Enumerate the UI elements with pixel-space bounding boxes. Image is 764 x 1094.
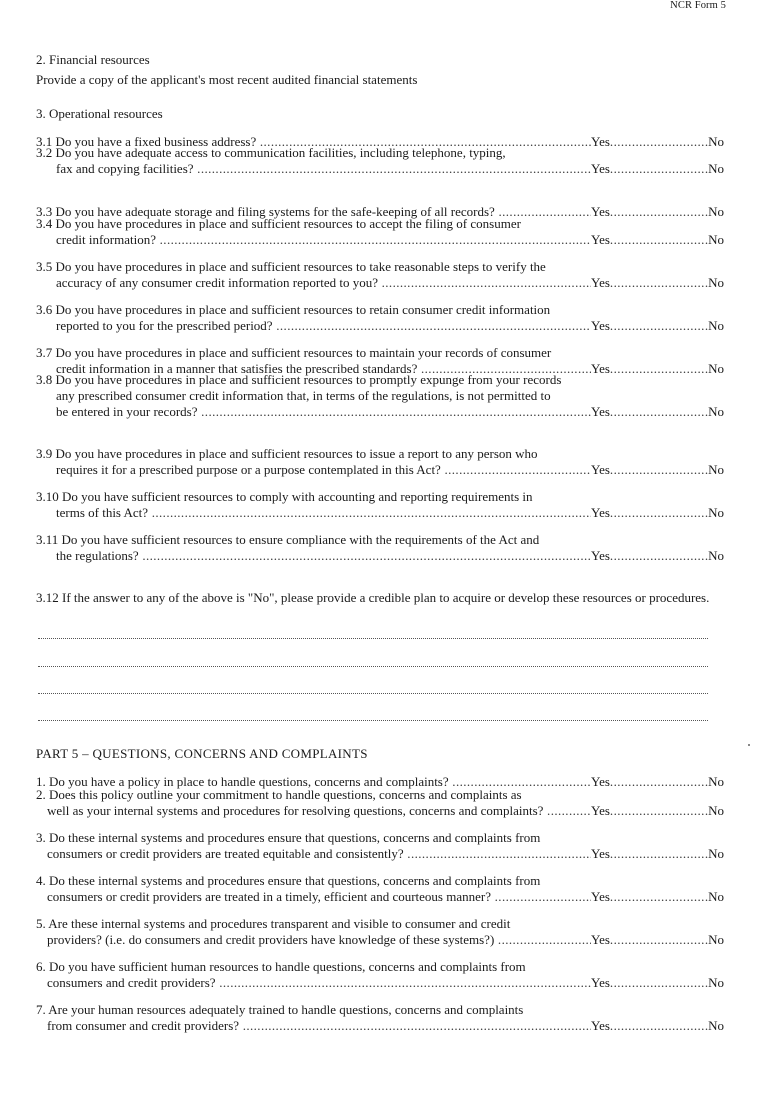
yes-no-choice — [591, 889, 724, 905]
no-option[interactable]: No — [708, 318, 724, 333]
question-text-line: 3.2 Do you have adequate access to communication facilities, including telephone, typing, — [36, 145, 506, 160]
plan-answer-line-3[interactable] — [38, 693, 708, 694]
yes-no-choice — [591, 505, 724, 521]
yes-option[interactable]: Yes — [591, 404, 610, 419]
question-answer-row — [36, 975, 724, 991]
dotted-leader — [610, 404, 708, 420]
part-5-title: PART 5 – QUESTIONS, CONCERNS AND COMPLAINTS — [36, 746, 368, 761]
yes-option[interactable]: Yes — [591, 889, 610, 904]
yes-no-choice — [591, 548, 724, 564]
question-answer-row — [36, 505, 724, 521]
no-option[interactable]: No — [708, 803, 724, 818]
question-3-6 — [36, 302, 724, 334]
yes-option[interactable]: Yes — [591, 361, 610, 376]
yes-option[interactable]: Yes — [591, 204, 610, 219]
yes-no-choice — [591, 275, 724, 291]
dotted-leader — [610, 462, 708, 478]
dotted-leader — [610, 932, 708, 948]
dotted-leader — [610, 232, 708, 248]
question-5 — [36, 916, 724, 948]
dotted-leader — [610, 275, 708, 291]
question-text-line: 3.7 Do you have procedures in place and sufficient resources to maintain your records of consumer — [36, 345, 552, 360]
question-text-line: 3.1 Do you have a fixed business address? ..... — [36, 134, 591, 150]
question-text-line: consumers or credit providers are treated in a timely, efficient and courteous manner? ..... — [47, 889, 591, 905]
question-4 — [36, 873, 724, 905]
question-text-line: 3.11 Do you have sufficient resources to ensure compliance with the requirements of the Act and — [36, 532, 540, 547]
question-text-line: consumers and credit providers? ..... — [47, 975, 591, 991]
section-3-title: 3. Operational resources — [36, 106, 163, 121]
dotted-leader — [610, 1018, 708, 1034]
yes-option[interactable]: Yes — [591, 803, 610, 818]
yes-no-choice — [591, 318, 724, 334]
question-text-line: 1. Do you have a policy in place to handle questions, concerns and complaints? ..... — [36, 774, 591, 790]
question-text-line: be entered in your records? ..... — [56, 404, 591, 420]
question-text-line: 3.9 Do you have procedures in place and sufficient resources to issue a report to any person who — [36, 446, 538, 461]
no-option[interactable]: No — [708, 548, 724, 563]
no-option[interactable]: No — [708, 361, 724, 376]
yes-option[interactable]: Yes — [591, 318, 610, 333]
no-option[interactable]: No — [708, 404, 724, 419]
question-text-line: 7. Are your human resources adequately trained to handle questions, concerns and complaints — [36, 1002, 524, 1017]
question-3-8 — [36, 372, 724, 420]
section-2-title: 2. Financial resources — [36, 52, 150, 67]
yes-no-choice — [591, 404, 724, 420]
question-3-11 — [36, 532, 724, 564]
question-answer-row — [36, 462, 724, 478]
dotted-leader — [610, 803, 708, 819]
dotted-leader — [610, 505, 708, 521]
question-text-line: well as your internal systems and procedures for resolving questions, concerns and complaints? ..... — [47, 803, 591, 819]
yes-option[interactable]: Yes — [591, 975, 610, 990]
yes-option[interactable]: Yes — [591, 134, 610, 149]
yes-option[interactable]: Yes — [591, 774, 610, 789]
yes-no-choice — [591, 1018, 724, 1034]
no-option[interactable]: No — [708, 232, 724, 247]
question-answer-row — [36, 275, 724, 291]
yes-no-choice — [591, 161, 724, 177]
question-3-2 — [36, 145, 724, 177]
no-option[interactable]: No — [708, 505, 724, 520]
question-text-line: 4. Do these internal systems and procedures ensure that questions, concerns and complaints from — [36, 873, 541, 888]
yes-no-choice — [591, 232, 724, 248]
question-text-line: the regulations? ..... — [56, 548, 591, 564]
question-text-line: credit information? ..... — [56, 232, 591, 248]
yes-option[interactable]: Yes — [591, 161, 610, 176]
question-3-12: 3.12 If the answer to any of the above is "No", please provide a credible plan to acquire or develop these resources or procedures. — [36, 590, 710, 605]
no-option[interactable]: No — [708, 846, 724, 861]
question-text-line: accuracy of any consumer credit information reported to you? ..... — [56, 275, 591, 291]
question-answer-row — [36, 232, 724, 248]
question-7 — [36, 1002, 724, 1034]
dotted-leader — [610, 161, 708, 177]
no-option[interactable]: No — [708, 932, 724, 947]
question-text-line: 6. Do you have sufficient human resources to handle questions, concerns and complaints from — [36, 959, 526, 974]
question-3 — [36, 830, 724, 862]
scan-speck — [748, 744, 750, 746]
question-text-line: credit information in a manner that satisfies the prescribed standards? ..... — [56, 361, 591, 377]
yes-no-choice — [591, 803, 724, 819]
dotted-leader — [610, 846, 708, 862]
question-3-5 — [36, 259, 724, 291]
question-3-9 — [36, 446, 724, 478]
yes-option[interactable]: Yes — [591, 275, 610, 290]
yes-no-choice — [591, 846, 724, 862]
yes-option[interactable]: Yes — [591, 232, 610, 247]
question-text-line: 3.5 Do you have procedures in place and sufficient resources to take reasonable steps to verify the — [36, 259, 546, 274]
question-answer-row — [36, 161, 724, 177]
question-text-line: any prescribed consumer credit information that, in terms of the regulations, is not permitted to — [56, 388, 551, 403]
question-answer-row — [36, 846, 724, 862]
question-text-line: requires it for a prescribed purpose or a purpose contemplated in this Act? ..... — [56, 462, 591, 478]
question-6 — [36, 959, 724, 991]
yes-no-choice — [591, 975, 724, 991]
dotted-leader — [610, 889, 708, 905]
question-text-line: 3.6 Do you have procedures in place and sufficient resources to retain consumer credit information — [36, 302, 551, 317]
plan-answer-line-4[interactable] — [38, 720, 708, 721]
question-answer-row — [36, 889, 724, 905]
question-text-line: 3.8 Do you have procedures in place and sufficient resources to promptly expunge from your records — [36, 372, 562, 387]
no-option[interactable]: No — [708, 134, 724, 149]
no-option[interactable]: No — [708, 161, 724, 176]
question-answer-row — [36, 548, 724, 564]
question-text-line: reported to you for the prescribed period? ..... — [56, 318, 591, 334]
question-text-line: providers? (i.e. do consumers and credit providers have knowledge of these systems?) ..... — [47, 932, 591, 948]
question-text-line: 3.10 Do you have sufficient resources to comply with accounting and reporting requirements in — [36, 489, 533, 504]
question-answer-row — [36, 1018, 724, 1034]
question-3-10 — [36, 489, 724, 521]
yes-no-choice — [591, 462, 724, 478]
question-text-line: terms of this Act? ..... — [56, 505, 591, 521]
question-3-4 — [36, 216, 724, 248]
yes-option[interactable]: Yes — [591, 846, 610, 861]
plan-answer-line-1[interactable] — [38, 638, 708, 639]
question-text-line: 3.4 Do you have procedures in place and sufficient resources to accept the filing of consumer — [36, 216, 521, 231]
question-2 — [36, 787, 724, 819]
no-option[interactable]: No — [708, 204, 724, 219]
no-option[interactable]: No — [708, 889, 724, 904]
question-answer-row — [36, 404, 724, 420]
yes-option[interactable]: Yes — [591, 462, 610, 477]
dotted-leader — [610, 975, 708, 991]
question-text-line: 3.3 Do you have adequate storage and filing systems for the safe-keeping of all records? ..... — [36, 204, 591, 220]
no-option[interactable]: No — [708, 774, 724, 789]
no-option[interactable]: No — [708, 975, 724, 990]
question-text-line: 2. Does this policy outline your commitment to handle questions, concerns and complaints as — [36, 787, 522, 802]
yes-option[interactable]: Yes — [591, 1018, 610, 1033]
yes-no-choice — [591, 932, 724, 948]
question-text-line: 5. Are these internal systems and procedures transparent and visible to consumer and credit — [36, 916, 511, 931]
question-text-line: consumers or credit providers are treated equitable and consistently? ..... — [47, 846, 591, 862]
question-answer-row — [36, 932, 724, 948]
section-2-text: Provide a copy of the applicant's most recent audited financial statements — [36, 72, 418, 87]
dotted-leader — [610, 318, 708, 334]
yes-option[interactable]: Yes — [591, 505, 610, 520]
dotted-leader — [610, 548, 708, 564]
question-answer-row — [36, 803, 724, 819]
yes-option[interactable]: Yes — [591, 932, 610, 947]
question-text-line: 3. Do these internal systems and procedures ensure that questions, concerns and complaints from — [36, 830, 541, 845]
question-text-line: from consumer and credit providers? ..... — [47, 1018, 591, 1034]
no-option[interactable]: No — [708, 462, 724, 477]
no-option[interactable]: No — [708, 275, 724, 290]
yes-option[interactable]: Yes — [591, 548, 610, 563]
form-code: NCR Form 5 — [670, 0, 726, 11]
no-option[interactable]: No — [708, 1018, 724, 1033]
plan-answer-line-2[interactable] — [38, 666, 708, 667]
question-text-line: fax and copying facilities? ..... — [56, 161, 591, 177]
question-answer-row — [36, 318, 724, 334]
